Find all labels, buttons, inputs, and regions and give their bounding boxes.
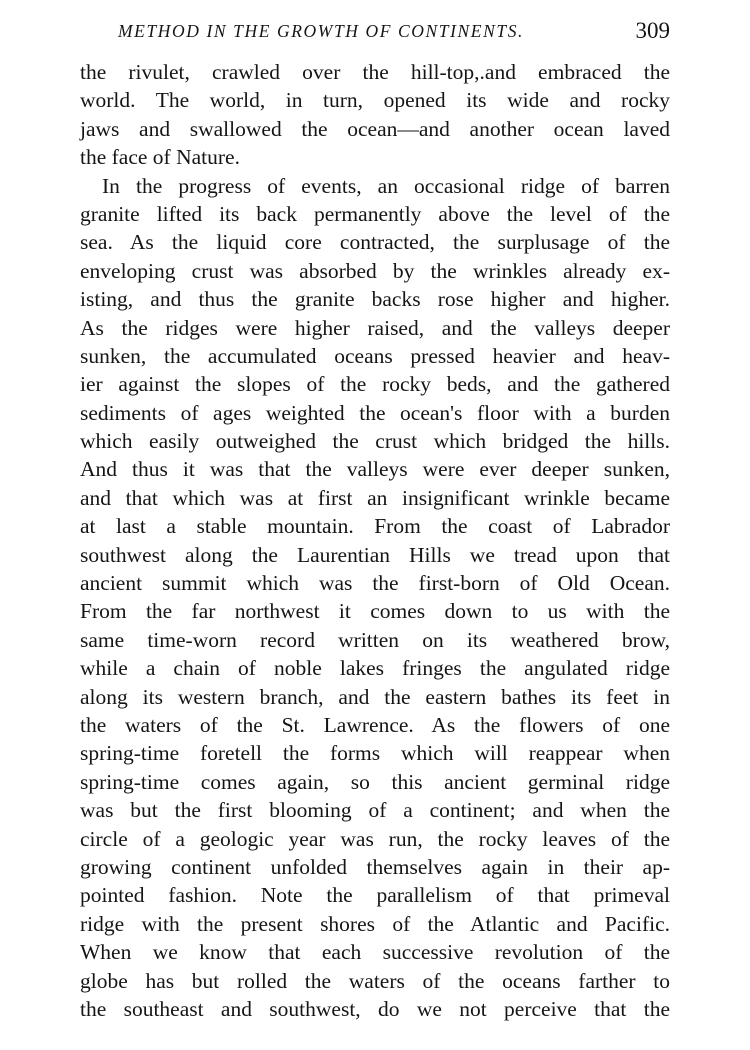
text-line: and that which was at first an insignificant wrinkle became <box>80 485 670 510</box>
text-line: along its western branch, and the eastern bathes its feet in <box>80 684 670 709</box>
text-line: same time-worn record written on its weathered brow, <box>80 627 670 652</box>
text-line: enveloping crust was absorbed by the wrinkles already ex- <box>80 258 670 283</box>
text-line: isting, and thus the granite backs rose higher and higher. <box>80 287 670 312</box>
text-line: sediments of ages weighted the ocean's floor with a burden <box>80 400 670 425</box>
text-line: the southeast and southwest, do we not perceive that the <box>80 996 670 1021</box>
text-line: the waters of the St. Lawrence. As the flowers of one <box>80 712 670 737</box>
text-line: From the far northwest it comes down to us with the <box>80 599 670 624</box>
text-line: growing continent unfolded themselves again in their ap- <box>80 854 670 879</box>
paragraph-1 <box>80 58 670 172</box>
text-line: ancient summit which was the first-born of Old Ocean. <box>80 571 670 596</box>
text-line: circle of a geologic year was run, the rocky leaves of the <box>80 826 670 851</box>
text-line: which easily outweighed the crust which bridged the hills. <box>80 429 670 454</box>
text-line: sea. As the liquid core contracted, the surplusage of the <box>80 230 670 255</box>
text-line: When we know that each successive revolution of the <box>80 940 670 965</box>
text-line: ridge with the present shores of the Atlantic and Pacific. <box>80 911 670 936</box>
text-line: southwest along the Laurentian Hills we tread upon that <box>80 542 670 567</box>
text-line: spring-time comes again, so this ancient germinal ridge <box>80 769 670 794</box>
text-line: while a chain of noble lakes fringes the angulated ridge <box>80 656 670 681</box>
text-line: sunken, the accumulated oceans pressed heavier and heav- <box>80 343 670 368</box>
text-line: spring-time foretell the forms which will reappear when <box>80 741 670 766</box>
body-text <box>80 58 670 1023</box>
text-line: In the progress of events, an occasional ridge of barren <box>102 173 670 198</box>
text-line: world. The world, in turn, opened its wide and rocky <box>80 88 670 113</box>
text-line: was but the first blooming of a continent; and when the <box>80 798 670 823</box>
text-line: at last a stable mountain. From the coast of Labrador <box>80 514 670 539</box>
text-line: granite lifted its back permanently above the level of the <box>80 201 670 226</box>
running-head <box>80 18 680 48</box>
page-number: 309 <box>635 18 670 43</box>
text-line: globe has but rolled the waters of the oceans farther to <box>80 968 670 993</box>
text-line: the rivulet, crawled over the hill-top,.and embraced the <box>80 60 670 84</box>
text-line: the face of Nature. <box>80 145 240 170</box>
text-line: jaws and swallowed the ocean—and another ocean laved <box>80 116 670 141</box>
paragraph-2 <box>80 172 670 1024</box>
text-line: As the ridges were higher raised, and the valleys deeper <box>80 315 670 340</box>
running-title: METHOD IN THE GROWTH OF CONTINENTS. <box>118 21 525 41</box>
text-line: And thus it was that the valleys were ever deeper sunken, <box>80 457 670 482</box>
text-line: ier against the slopes of the rocky beds, and the gathered <box>80 372 670 397</box>
text-line: pointed fashion. Note the parallelism of that primeval <box>80 883 670 908</box>
